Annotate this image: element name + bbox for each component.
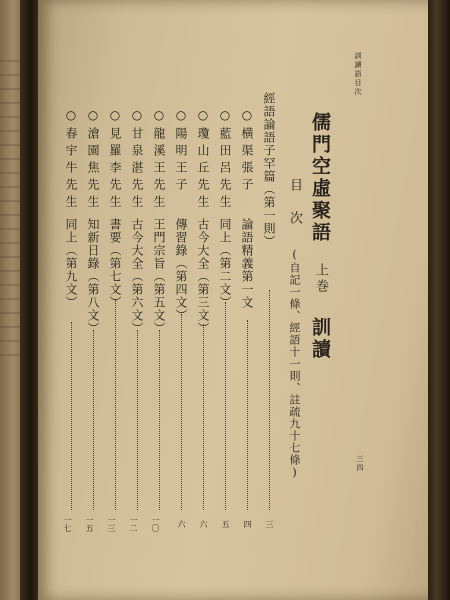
entry-name: ○見羅李先生 bbox=[108, 108, 122, 212]
entry-name: ○瓊山丘先生 bbox=[196, 108, 210, 212]
title-block bbox=[310, 112, 329, 361]
entry-name: ○春宇牛先生 bbox=[64, 108, 78, 212]
title-main: 儒門空虛聚語 bbox=[309, 112, 331, 244]
entry-leader bbox=[225, 302, 226, 510]
chapter-leader bbox=[269, 290, 270, 510]
entry-page: 一三 bbox=[107, 516, 116, 532]
chapter-page: 三 bbox=[265, 520, 274, 528]
entry-leader bbox=[93, 330, 94, 510]
entry-name: ○藍田呂先生 bbox=[218, 108, 232, 212]
entry-name: ○龍溪王先生 bbox=[152, 108, 166, 212]
entry-work: 傳習錄（第四文） bbox=[174, 218, 188, 322]
entry-leader bbox=[181, 314, 182, 510]
chapter-title: 經語論語子罕篇（第一則） bbox=[262, 92, 276, 248]
entry-page: 一二 bbox=[129, 516, 138, 532]
page-number: 三四 bbox=[356, 455, 364, 473]
entry-work: 王門宗旨（第五文） bbox=[152, 218, 166, 335]
entry-leader bbox=[159, 330, 160, 510]
entry-name: ○横渠張子 bbox=[240, 108, 254, 195]
entry-work: 同上（第二文） bbox=[218, 218, 232, 309]
entry-leader bbox=[247, 320, 248, 510]
entry-work: 知新日錄（第八文） bbox=[86, 218, 100, 335]
entry-leader bbox=[137, 330, 138, 510]
entry-leader bbox=[203, 324, 204, 510]
toc-heading: 目次 bbox=[287, 178, 302, 244]
running-header: 訓讀語目次 bbox=[354, 52, 362, 97]
entry-page: 四 bbox=[243, 520, 252, 528]
entry-page: 六 bbox=[177, 520, 186, 528]
entry-name: ○甘泉湛先生 bbox=[130, 108, 144, 212]
entry-work: 古今大全（第六文） bbox=[130, 218, 144, 335]
entry-work: 書要（第七文） bbox=[108, 218, 122, 309]
left-page-text-marks bbox=[0, 60, 22, 360]
right-page-edge bbox=[428, 0, 450, 600]
entry-name: ○滄園焦先生 bbox=[86, 108, 100, 212]
title-reading: 訓讀 bbox=[309, 317, 331, 361]
title-volume: 上巻 bbox=[313, 263, 328, 295]
entry-page: 一五 bbox=[85, 516, 94, 532]
entry-page: 六 bbox=[199, 520, 208, 528]
entry-work: 同上（第九文） bbox=[64, 218, 78, 309]
entry-page: 一〇 bbox=[151, 516, 160, 532]
book-page bbox=[38, 0, 436, 600]
entry-work: 古今大全（第三文） bbox=[196, 218, 210, 335]
entry-work: 論語精義第一文 bbox=[240, 218, 254, 309]
entry-leader bbox=[71, 322, 72, 510]
entry-leader bbox=[115, 300, 116, 510]
summary-note: (自記一條、經語十一則、註疏九十七條) bbox=[288, 248, 301, 480]
entry-page: 五 bbox=[221, 520, 230, 528]
entry-page: 一七 bbox=[63, 516, 72, 532]
entry-name: ○陽明王子 bbox=[174, 108, 188, 195]
